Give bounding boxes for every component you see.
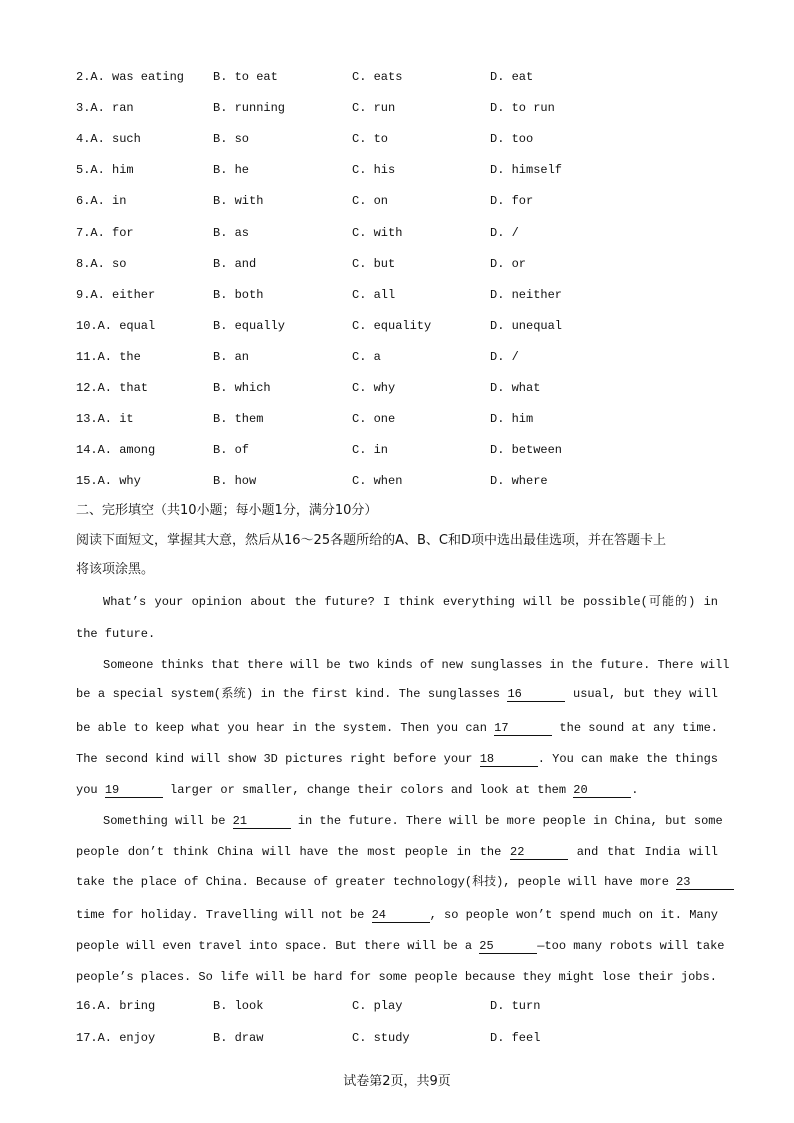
passage-text: you	[76, 783, 105, 797]
passage-text: people don’t think China will have the most people in the	[76, 845, 511, 859]
option-a: A. in	[90, 194, 127, 209]
option-d: D. unequal	[490, 318, 563, 333]
question-number: 7.	[76, 225, 91, 240]
passage-text: The second kind will show 3D pictures right before your	[76, 752, 480, 766]
blank-24: 24	[372, 908, 430, 923]
option-c: C. in	[352, 443, 389, 458]
option-a: A. the	[97, 349, 141, 364]
option-a: A. such	[90, 132, 141, 147]
passage-text: . You can make the things	[537, 752, 718, 766]
passage-text: time for holiday. Travelling will not be	[76, 908, 372, 922]
option-a: A. among	[97, 443, 156, 458]
passage-line	[76, 751, 718, 767]
option-d: D. feel	[490, 1031, 541, 1045]
question-row	[76, 69, 636, 85]
blank-22: 22	[510, 845, 568, 860]
question-number: 17.	[76, 1031, 98, 1045]
blank-19: 19	[105, 783, 163, 798]
option-d: D. eat	[490, 70, 534, 84]
passage-line	[76, 813, 723, 829]
passage-line	[76, 686, 718, 702]
question-number: 15.	[76, 474, 98, 489]
option-a: A. bring	[97, 999, 156, 1013]
question-row	[76, 473, 636, 489]
option-b: B. so	[213, 132, 250, 147]
passage-text: people will even travel into space. But there will be a	[76, 939, 480, 953]
passage-text: the future.	[76, 627, 156, 641]
passage-line	[76, 657, 730, 673]
question-row	[76, 318, 636, 334]
passage-text: be a special system(系统) in the first kind. The sunglasses	[76, 687, 508, 701]
option-a: A. it	[97, 412, 134, 427]
passage-text: .	[631, 783, 639, 797]
passage-text: Someone thinks that there will be two kinds of new sunglasses in the future. There will	[103, 658, 730, 672]
passage-text: take the place of China. Because of greater technology(科技), people will have more	[76, 875, 677, 889]
option-b: B. look	[213, 999, 264, 1013]
option-d: D. him	[490, 412, 534, 427]
question-row	[76, 349, 636, 365]
section-title: 二、完形填空（共10小题；每小题1分，满分10分）	[76, 503, 378, 518]
question-row	[76, 256, 636, 272]
passage-line	[76, 720, 718, 736]
question-row	[76, 380, 636, 396]
passage-line	[76, 626, 718, 642]
blank-17: 17	[494, 721, 552, 736]
blank-20: 20	[573, 783, 631, 798]
question-number: 2.	[76, 70, 91, 84]
passage-text: larger or smaller, change their colors and look at them	[162, 783, 574, 797]
instructions-line-2: 将该项涂黑。	[76, 562, 155, 577]
option-c: C. his	[352, 163, 396, 178]
option-b: B. them	[213, 412, 264, 427]
option-a: A. equal	[97, 318, 156, 333]
option-b: B. which	[213, 381, 271, 395]
question-row	[76, 998, 636, 1014]
option-b: B. with	[213, 194, 264, 209]
option-a: A. either	[90, 287, 156, 302]
passage-line	[76, 969, 718, 985]
question-number: 5.	[76, 163, 91, 178]
question-row	[76, 131, 636, 147]
option-d: D. /	[490, 349, 519, 364]
option-b: B. as	[213, 225, 250, 240]
question-number: 16.	[76, 999, 98, 1013]
passage-text: What’s your opinion about the future? I think everything will be possible(可能的) in	[103, 595, 718, 609]
option-b: B. and	[213, 256, 257, 271]
option-b: B. running	[213, 101, 286, 116]
question-number: 10.	[76, 318, 98, 333]
option-c: C. with	[352, 225, 403, 240]
passage-line	[76, 874, 718, 890]
option-b: B. how	[213, 474, 257, 489]
option-b: B. to eat	[213, 70, 278, 84]
option-a: A. was eating	[90, 70, 185, 84]
option-c: C. but	[352, 256, 396, 271]
option-a: A. enjoy	[97, 1031, 156, 1045]
question-row	[76, 225, 636, 241]
blank-23: 23	[676, 875, 734, 890]
option-a: A. so	[90, 256, 127, 271]
passage-text: usual, but they will	[565, 687, 718, 701]
option-c: C. one	[352, 412, 396, 427]
question-row	[76, 1030, 636, 1046]
page-footer: 试卷第2页，共9页	[343, 1074, 451, 1089]
question-number: 12.	[76, 381, 98, 395]
question-number: 14.	[76, 443, 98, 458]
blank-18: 18	[480, 752, 538, 767]
option-d: D. turn	[490, 999, 541, 1013]
question-number: 3.	[76, 101, 91, 116]
option-c: C. when	[352, 474, 403, 489]
option-d: D. for	[490, 194, 534, 209]
option-c: C. play	[352, 999, 403, 1013]
question-number: 11.	[76, 349, 98, 364]
option-b: B. an	[213, 349, 250, 364]
option-c: C. all	[352, 287, 396, 302]
question-row	[76, 287, 636, 303]
option-d: D. /	[490, 225, 519, 240]
question-row	[76, 442, 636, 458]
question-number: 9.	[76, 287, 91, 302]
passage-text: people’s places. So life will be hard for some people because they might lose their jobs.	[76, 970, 717, 984]
option-c: C. on	[352, 194, 389, 209]
option-c: C. a	[352, 349, 381, 364]
passage-line	[76, 782, 718, 798]
option-d: D. what	[490, 381, 541, 395]
option-a: A. that	[97, 381, 149, 395]
passage-text: be able to keep what you hear in the system. Then you can	[76, 721, 495, 735]
option-c: C. why	[352, 381, 396, 395]
question-number: 6.	[76, 194, 91, 209]
passage-text: and that India will	[568, 845, 719, 859]
question-number: 8.	[76, 256, 91, 271]
option-b: B. both	[213, 287, 264, 302]
passage-line	[76, 907, 718, 923]
option-b: B. of	[213, 443, 250, 458]
option-c: C. to	[352, 132, 389, 147]
question-number: 4.	[76, 132, 91, 147]
question-row	[76, 411, 636, 427]
option-c: C. equality	[352, 318, 432, 333]
passage-text: —too many robots will take	[537, 939, 725, 953]
blank-25: 25	[479, 939, 537, 954]
passage-line	[76, 844, 718, 860]
blank-16: 16	[507, 687, 565, 702]
instructions-line-1: 阅读下面短文，掌握其大意，然后从16～25各题所给的A、B、C和D项中选出最佳选项，并在答题卡上	[76, 533, 666, 548]
option-d: D. where	[490, 474, 548, 489]
question-row	[76, 193, 636, 209]
passage-text: the sound at any time.	[552, 721, 718, 735]
option-b: B. equally	[213, 318, 286, 333]
passage-text: in the future. There will be more people in China, but some	[290, 814, 723, 828]
option-b: B. he	[213, 163, 250, 178]
blank-21: 21	[233, 814, 291, 829]
option-c: C. eats	[352, 70, 403, 84]
option-c: C. study	[352, 1031, 410, 1045]
option-d: D. neither	[490, 287, 563, 302]
option-a: A. ran	[90, 101, 134, 116]
option-a: A. why	[97, 474, 141, 489]
option-d: D. too	[490, 132, 534, 147]
option-c: C. run	[352, 101, 396, 116]
passage-text: , so people won’t spend much on it. Many	[429, 908, 718, 922]
option-d: D. between	[490, 443, 563, 458]
question-row	[76, 162, 636, 178]
option-a: A. for	[90, 225, 134, 240]
question-row	[76, 100, 636, 116]
option-a: A. him	[90, 163, 134, 178]
passage-line	[76, 938, 725, 954]
question-number: 13.	[76, 412, 98, 427]
option-d: D. himself	[490, 163, 563, 178]
passage-text: Something will be	[103, 814, 233, 828]
passage-line	[76, 594, 718, 610]
option-d: D. or	[490, 256, 527, 271]
option-d: D. to run	[490, 101, 555, 116]
option-b: B. draw	[213, 1031, 264, 1045]
